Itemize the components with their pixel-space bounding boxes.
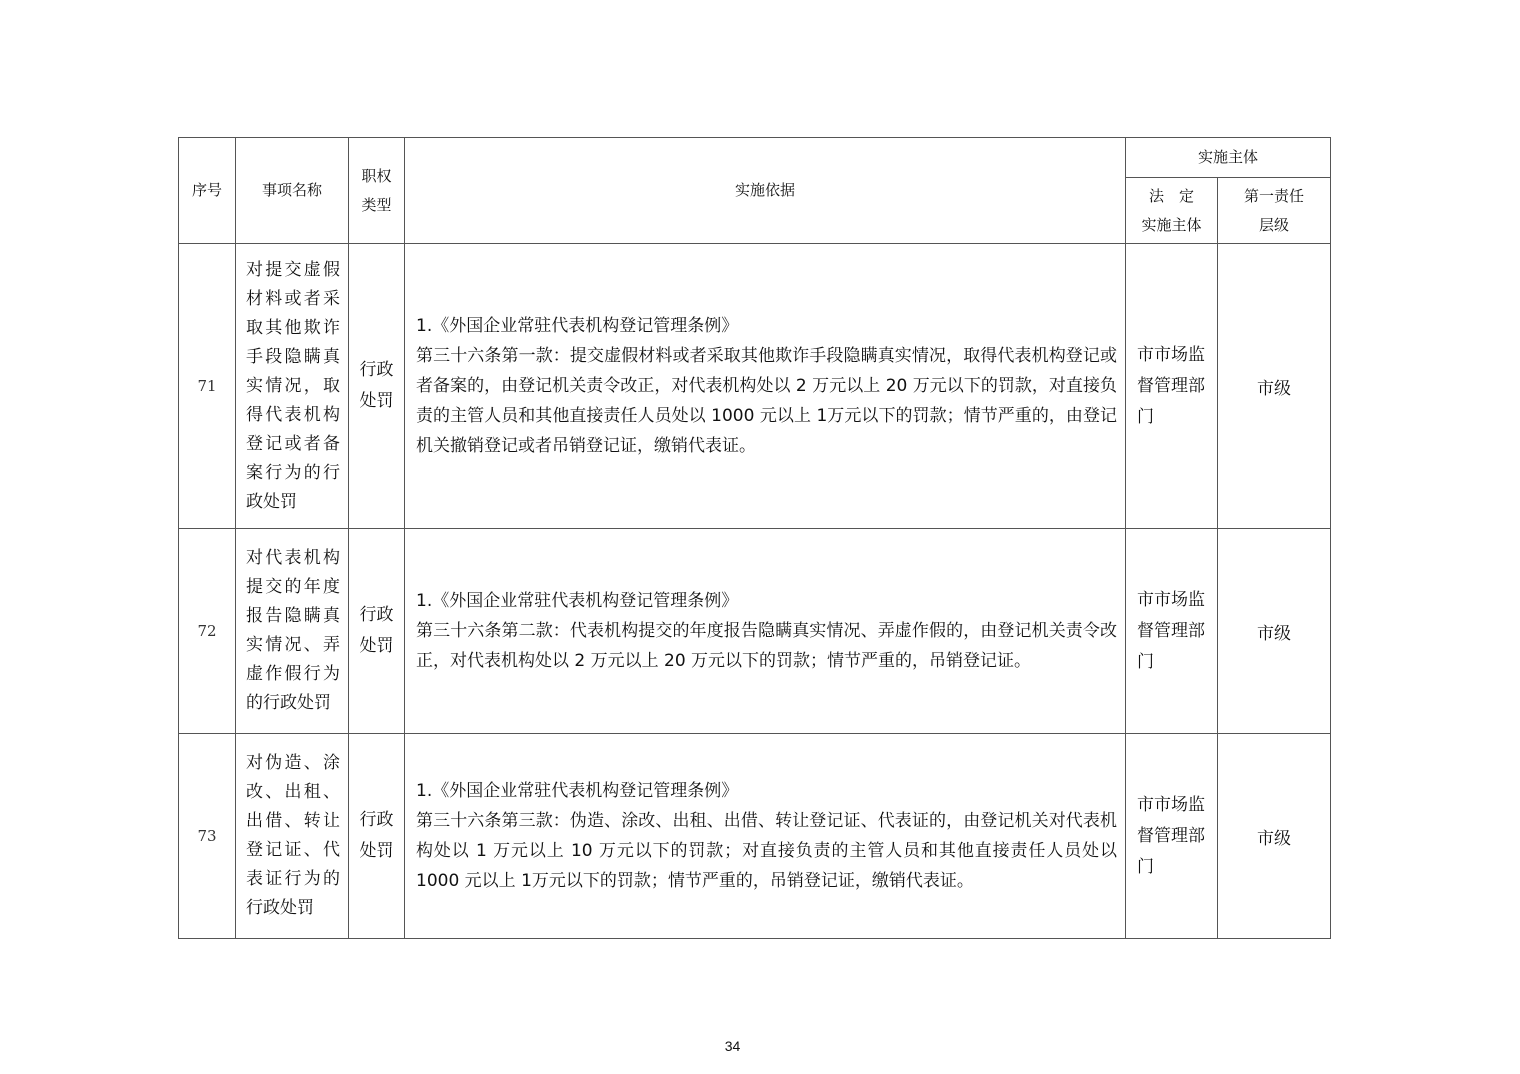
page-number: 34 <box>724 1038 741 1054</box>
header-responsibility-level-line1: 第一责任 <box>1244 186 1305 205</box>
header-authority-type <box>349 138 405 244</box>
row-basis-title: 1.《外国企业常驻代表机构登记管理条例》 <box>416 781 739 801</box>
row-authority-type-line2: 处罚 <box>359 636 394 656</box>
row-legal-subject: 市市场监督管理部门 <box>1126 529 1218 734</box>
row-responsibility-level: 市级 <box>1218 244 1331 529</box>
row-responsibility-level: 市级 <box>1218 529 1331 734</box>
row-authority-type <box>349 244 405 529</box>
row-basis-title: 1.《外国企业常驻代表机构登记管理条例》 <box>416 316 739 336</box>
row-seq: 71 <box>179 244 236 529</box>
row-authority-type <box>349 734 405 939</box>
row-authority-type-line1: 行政 <box>359 605 394 625</box>
header-responsibility-level-line2: 层级 <box>1259 215 1290 234</box>
header-authority-type-line1: 职权 <box>361 166 392 185</box>
row-seq: 73 <box>179 734 236 939</box>
header-seq: 序号 <box>179 138 236 244</box>
row-authority-type-line2: 处罚 <box>359 841 394 861</box>
header-item-name: 事项名称 <box>236 138 349 244</box>
row-basis <box>405 734 1126 939</box>
table-row <box>179 734 1331 939</box>
header-legal-subject <box>1126 178 1218 244</box>
header-subject: 实施主体 <box>1126 138 1331 178</box>
row-item-name: 对代表机构提交的年度报告隐瞒真实情况、弄虚作假行为的行政处罚 <box>236 529 349 734</box>
row-legal-subject: 市市场监督管理部门 <box>1126 244 1218 529</box>
row-authority-type-line1: 行政 <box>359 360 394 380</box>
table-row <box>179 529 1331 734</box>
enforcement-items-table <box>178 137 1331 939</box>
row-basis-body: 第三十六条第一款：提交虚假材料或者采取其他欺诈手段隐瞒真实情况，取得代表机构登记或者备案的，由登记机关责令改正，对代表机构处以 2 万元以上 20 万元以下的罚款，对直接负责的主管人员和其他直接责任人员处以 1000 元以上 1万元以下的罚款；情节严重的，由登记机关撤销登记或者吊销登记证，缴销代表证。 <box>416 346 1117 456</box>
row-basis <box>405 529 1126 734</box>
row-basis-body: 第三十六条第二款：代表机构提交的年度报告隐瞒真实情况、弄虚作假的，由登记机关责令改正，对代表机构处以 2 万元以上 20 万元以下的罚款；情节严重的，吊销登记证。 <box>416 621 1117 671</box>
row-basis-title: 1.《外国企业常驻代表机构登记管理条例》 <box>416 591 739 611</box>
header-legal-subject-line1: 法 定 <box>1148 186 1194 205</box>
row-responsibility-level: 市级 <box>1218 734 1331 939</box>
row-legal-subject: 市市场监督管理部门 <box>1126 734 1218 939</box>
header-legal-subject-line2: 实施主体 <box>1141 215 1202 234</box>
header-basis: 实施依据 <box>405 138 1126 244</box>
header-responsibility-level <box>1218 178 1331 244</box>
row-basis-body: 第三十六条第三款：伪造、涂改、出租、出借、转让登记证、代表证的，由登记机关对代表机构处以 1 万元以上 10 万元以下的罚款；对直接负责的主管人员和其他直接责任人员处以 1000 元以上 1万元以下的罚款；情节严重的，吊销登记证，缴销代表证。 <box>416 811 1117 891</box>
header-authority-type-line2: 类型 <box>361 195 392 214</box>
table-row <box>179 244 1331 529</box>
row-authority-type <box>349 529 405 734</box>
row-seq: 72 <box>179 529 236 734</box>
row-authority-type-line1: 行政 <box>359 810 394 830</box>
row-item-name: 对提交虚假材料或者采取其他欺诈手段隐瞒真实情况，取得代表机构登记或者备案行为的行政处罚 <box>236 244 349 529</box>
row-item-name: 对伪造、涂改、出租、出借、转让登记证、代表证行为的行政处罚 <box>236 734 349 939</box>
row-basis <box>405 244 1126 529</box>
row-authority-type-line2: 处罚 <box>359 391 394 411</box>
